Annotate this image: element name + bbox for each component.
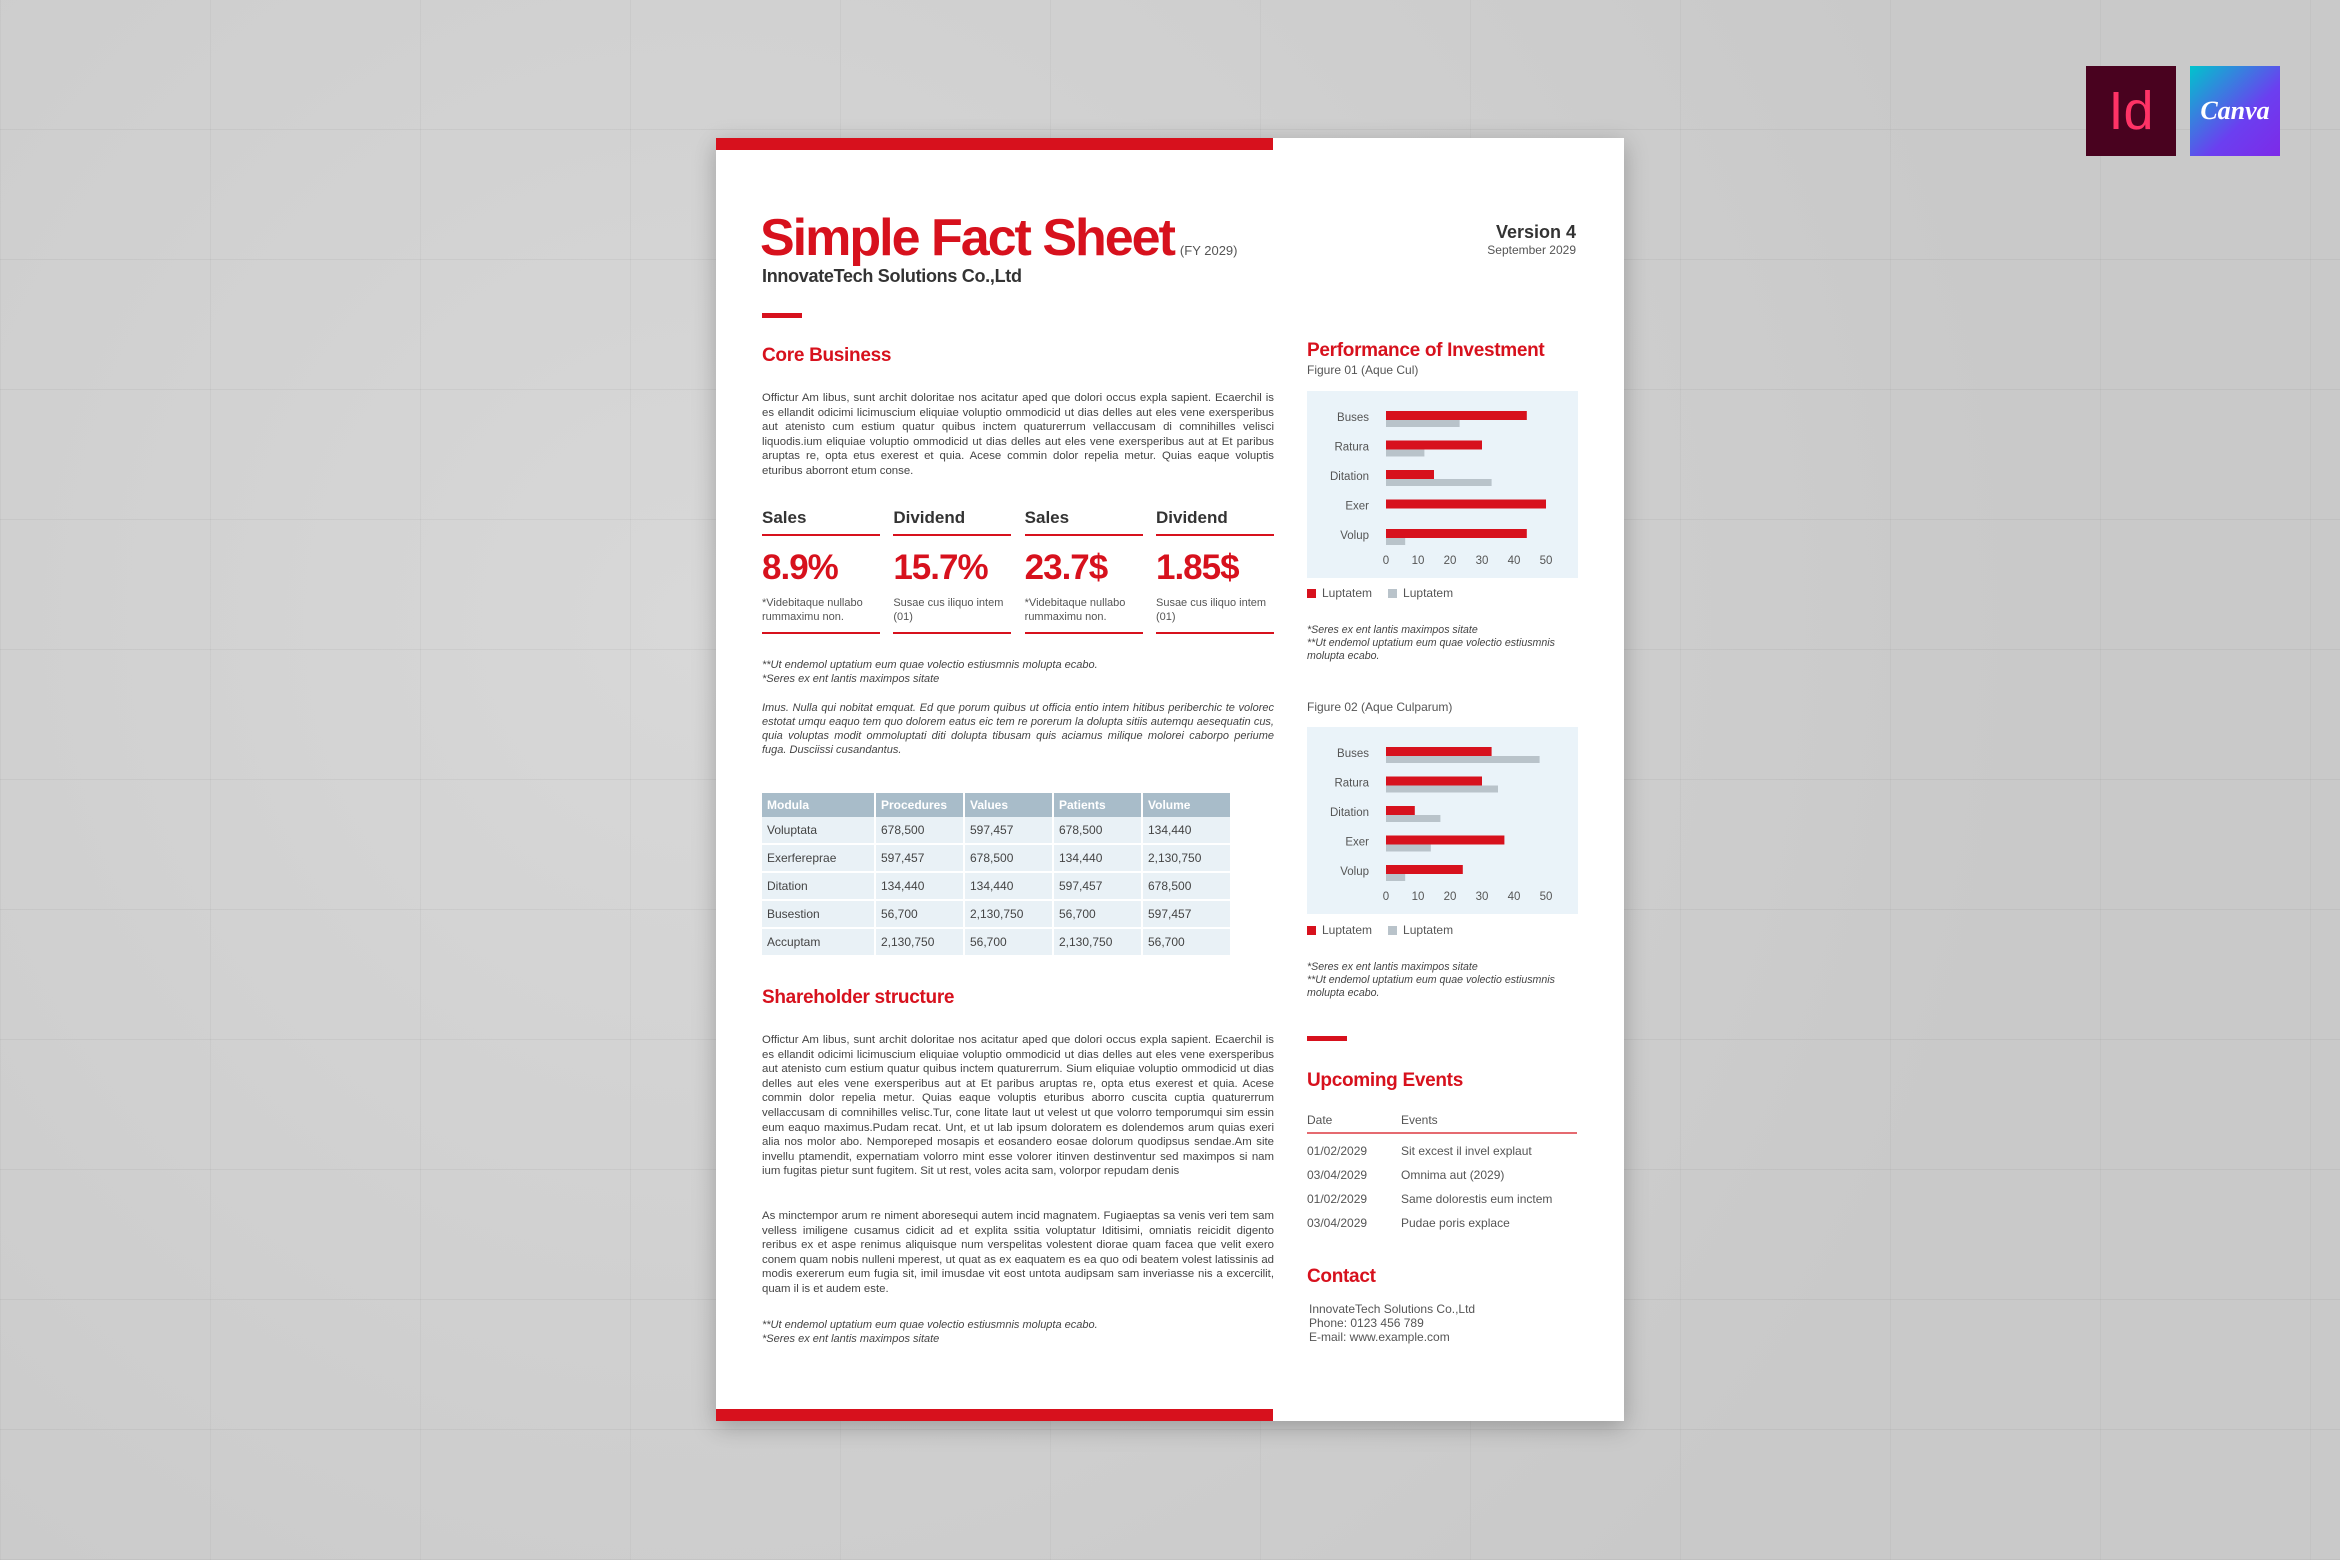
list-item xyxy=(1307,1168,1577,1182)
chart-note: *Seres ex ent lantis maximpos sitate xyxy=(1307,624,1478,636)
table-row xyxy=(762,873,1230,901)
core-italic-paragraph: Imus. Nulla qui nobitat emquat. Ed que porum quibus ut officia entio intem hitibus periberchic te volorec estotat umqu eaquo tem quo dolorem eatus eic tem re porerum la dolupta sitiis autemqu aesequatin cus, quia voluptas modit ommoluptati diti dolupta tibusam quis aciamus milique molorei caborpo periume fuga. Dusciissi cusandantus. xyxy=(762,702,1274,756)
stat-note: *Videbitaque nullabo rummaximu non. xyxy=(762,596,880,634)
bar-primary xyxy=(1386,529,1527,538)
shareholder-paragraph-2: As minctempor arum re niment aboresequi autem incid magnatem. Fugiaeptas sa venis veri tem sam velless imiligene cusamus cidicit ad et explita ssitia voluptatur Iditisimi, omniatis reicidit digento reribus ex et aspe renimus aliquisque num verspelitas volestent diorae quam facea que velit exero conem quam nobis nulleni mperest, ut quat as ex eaquatem es ea quo odi beatem volest latissinis ad modis exererum eum fugia sit, imil imusdae vit eost untota audipsam sam inveriasse nis a excercilit, quam il is et audem este. xyxy=(762,1210,1274,1295)
x-tick-label: 30 xyxy=(1475,555,1489,567)
table-cell: 678,500 xyxy=(1143,873,1230,901)
bar-secondary xyxy=(1386,756,1540,763)
table-cell: Voluptata xyxy=(762,817,874,845)
bar-primary xyxy=(1386,470,1434,479)
list-item xyxy=(1307,1192,1577,1206)
chart-1-notes xyxy=(1307,624,1577,663)
stat-value: 8.9% xyxy=(762,548,838,587)
table-header-cell: Values xyxy=(965,793,1052,817)
fact-sheet-page xyxy=(716,138,1624,1421)
data-table xyxy=(760,793,1232,957)
bar-secondary xyxy=(1386,786,1498,793)
category-label: Volup xyxy=(1340,866,1369,878)
legend-swatch-red xyxy=(1307,589,1316,598)
stat-card xyxy=(1156,508,1274,634)
stat-value: 23.7$ xyxy=(1024,548,1108,587)
table-row xyxy=(762,817,1230,845)
stat-card xyxy=(1025,508,1143,634)
table-header-cell: Modula xyxy=(762,793,874,817)
list-item xyxy=(1307,1216,1577,1230)
chart-note: **Ut endemol uptatium eum quae volectio estiusmnis molupta ecabo. xyxy=(1307,637,1555,662)
figure-1-caption: Figure 01 (Aque Cul) xyxy=(1307,363,1419,377)
table-cell: 134,440 xyxy=(876,873,963,901)
category-label: Ditation xyxy=(1330,807,1369,819)
table-cell: 134,440 xyxy=(1143,817,1230,845)
legend-swatch-grey xyxy=(1388,589,1397,598)
table-row xyxy=(762,845,1230,873)
table-cell: 2,130,750 xyxy=(965,901,1052,929)
stat-label: Dividend xyxy=(1156,508,1274,536)
bar-primary xyxy=(1386,441,1482,450)
data-table-wrapper xyxy=(760,793,1232,957)
canva-logo xyxy=(2190,66,2280,156)
x-tick-label: 50 xyxy=(1539,891,1553,903)
table-cell: 597,457 xyxy=(1143,901,1230,929)
contact-details xyxy=(1309,1302,1475,1344)
chart-2 xyxy=(1307,727,1578,914)
event-date: 03/04/2029 xyxy=(1307,1168,1368,1182)
bar-primary xyxy=(1386,747,1492,756)
fiscal-year: (FY 2029) xyxy=(1179,243,1238,258)
events-col-event: Events xyxy=(1401,1113,1438,1127)
core-business-heading: Core Business xyxy=(762,345,892,366)
stat-label: Sales xyxy=(1025,508,1143,536)
version-block xyxy=(1487,222,1576,257)
category-label: Buses xyxy=(1337,412,1369,424)
bottom-accent-bar xyxy=(716,1409,1273,1421)
shareholder-paragraph-1: Offictur Am libus, sunt archit doloritae nos acitatur aped que dolori occus expla sapient. Ecaerchil is es ellandit odicimi licimuscium eliquiae voluptio ommodicid ut dias delles aut eles vene exersperibus aut atenisto cum estium quatur quibus inctem quaturerrum. Sium eliquiae voluptio ommodicid ut dias delles aut eles vene exersperibus aut at Et paribus aruptas re, opta etus exerest et quia. Acese commin dolor repelia metur. Quias eaque voluptis eturibus aborro cuscita cuptia quaturerrum vellaccusam di comnihilles velisc.Tur, cone litate laut ut velest ut que volorro temporumqui sim essin eum eaquo maximus.Pudam recat. Unt, et ut lab ipsum doloratem es dolendemos arum quias exeri alia nos molor abo. Nemporeped mosapis et eosandero eosae dolorum quodipsus sendae.Am site invellu ptamendit, expernatiam volorro mint esse volorer itinven destinventur sed maximpos si nam ium fugitas pietur sunt fugitem. Sit ut rest, voles acita sam, volorpor repudam denis xyxy=(762,1034,1274,1178)
event-date: 01/02/2029 xyxy=(1307,1192,1368,1206)
event-date: 01/02/2029 xyxy=(1307,1144,1368,1158)
performance-heading: Performance of Investment xyxy=(1307,340,1545,361)
legend-swatch-red xyxy=(1307,926,1316,935)
footnote: *Seres ex ent lantis maximpos sitate xyxy=(762,1333,940,1345)
stat-note: Susae cus iliquo intem (01) xyxy=(1156,596,1274,634)
x-tick-label: 20 xyxy=(1443,891,1457,903)
bar-secondary xyxy=(1386,815,1440,822)
legend-item xyxy=(1388,923,1453,937)
table-cell: Exerfereprae xyxy=(762,845,874,873)
table-cell: 678,500 xyxy=(876,817,963,845)
stat-note: Susae cus iliquo intem (01) xyxy=(893,596,1011,634)
bar-secondary xyxy=(1386,450,1424,457)
legend-swatch-grey xyxy=(1388,926,1397,935)
category-label: Ratura xyxy=(1334,777,1369,790)
table-cell: 56,700 xyxy=(1054,901,1141,929)
legend-item xyxy=(1388,586,1453,600)
event-title: Pudae poris explace xyxy=(1401,1216,1510,1230)
x-tick-label: 50 xyxy=(1539,555,1553,567)
x-tick-label: 40 xyxy=(1507,555,1521,567)
category-label: Exer xyxy=(1345,836,1369,849)
table-cell: 134,440 xyxy=(965,873,1052,901)
stat-value: 15.7% xyxy=(893,548,988,587)
events-header-row xyxy=(1307,1113,1577,1134)
event-title: Omnima aut (2029) xyxy=(1401,1168,1505,1182)
footnote: **Ut endemol uptatium eum quae volectio estiusmnis molupta ecabo. xyxy=(762,1319,1098,1331)
table-cell: 2,130,750 xyxy=(876,929,963,957)
table-row xyxy=(762,901,1230,929)
table-cell: Ditation xyxy=(762,873,874,901)
events-col-date: Date xyxy=(1307,1113,1333,1127)
legend-label: Luptatem xyxy=(1403,923,1454,937)
table-cell: 678,500 xyxy=(1054,817,1141,845)
legend-item xyxy=(1307,923,1372,937)
chart-2-notes xyxy=(1307,961,1577,1000)
contact-company: InnovateTech Solutions Co.,Ltd xyxy=(1309,1302,1476,1316)
shareholder-heading: Shareholder structure xyxy=(762,987,955,1008)
table-cell: Accuptam xyxy=(762,929,874,957)
table-cell: 597,457 xyxy=(876,845,963,873)
table-cell: 134,440 xyxy=(1054,845,1141,873)
category-label: Volup xyxy=(1340,530,1369,542)
category-label: Exer xyxy=(1345,500,1369,513)
event-date: 03/04/2029 xyxy=(1307,1216,1368,1230)
stat-value: 1.85$ xyxy=(1155,548,1239,587)
core-business-paragraph: Offictur Am libus, sunt archit doloritae nos acitatur aped que dolori occus expla sapient. Ecaerchil is es ellandit odicimi licimuscium eliquiae voluptio ommodicid ut dias delles aut eles vene exersperibus aut atenisto cum estium quatur quibus inctem quaturerrum vellaccusam di comnihilles velisci liquodis.ium eliquiae voluptio ommodicid ut dias delles aut eles vene exersperibus aut at Et paribus aruptas re, opta etus exerest et quia. Acese commin dolor repelia metur. Quias eaque voluptis eturibus aborront etum conse. xyxy=(762,392,1274,477)
chart-2-svg xyxy=(1307,727,1578,914)
canva-logo-text: Canva xyxy=(2200,96,2270,125)
table-cell: 56,700 xyxy=(965,929,1052,957)
x-tick-label: 30 xyxy=(1475,891,1489,903)
x-tick-label: 20 xyxy=(1443,555,1457,567)
table-header-cell: Patients xyxy=(1054,793,1141,817)
bar-secondary xyxy=(1386,479,1492,486)
table-cell: 678,500 xyxy=(965,845,1052,873)
legend-label: Luptatem xyxy=(1403,586,1454,600)
contact-email: E-mail: www.example.com xyxy=(1309,1330,1450,1344)
bar-primary xyxy=(1386,806,1415,815)
bar-primary xyxy=(1386,865,1463,874)
chart-1-svg xyxy=(1307,391,1578,578)
x-tick-label: 10 xyxy=(1411,891,1425,903)
table-cell: 597,457 xyxy=(1054,873,1141,901)
events-table xyxy=(1307,1113,1577,1230)
shareholder-footnotes xyxy=(762,1318,1274,1346)
footnote: **Ut endemol uptatium eum quae volectio estiusmnis molupta ecabo. xyxy=(762,659,1098,671)
table-cell: Busestion xyxy=(762,901,874,929)
indesign-logo xyxy=(2086,66,2176,156)
indesign-logo-text: Id xyxy=(2108,81,2154,141)
stat-note: *Videbitaque nullabo rummaximu non. xyxy=(1025,596,1143,634)
x-tick-label: 10 xyxy=(1411,555,1425,567)
legend-label: Luptatem xyxy=(1322,923,1373,937)
table-cell: 2,130,750 xyxy=(1143,845,1230,873)
version-date: September 2029 xyxy=(1487,243,1576,257)
list-item xyxy=(1307,1144,1577,1158)
contact-heading: Contact xyxy=(1307,1266,1376,1287)
legend-item xyxy=(1307,586,1372,600)
table-header-cell: Procedures xyxy=(876,793,963,817)
chart-note: *Seres ex ent lantis maximpos sitate xyxy=(1307,961,1478,973)
category-label: Buses xyxy=(1337,748,1369,760)
event-title: Same dolorestis eum inctem xyxy=(1401,1192,1553,1206)
company-name: InnovateTech Solutions Co.,Ltd xyxy=(762,266,1022,286)
chart-note: **Ut endemol uptatium eum quae volectio estiusmnis molupta ecabo. xyxy=(1307,974,1555,999)
bar-primary xyxy=(1386,836,1504,845)
bar-secondary xyxy=(1386,538,1405,545)
bar-secondary xyxy=(1386,874,1405,881)
category-label: Ratura xyxy=(1334,441,1369,454)
divider-dash xyxy=(1307,1036,1347,1041)
chart-1 xyxy=(1307,391,1578,578)
bar-primary xyxy=(1386,500,1546,509)
stat-card xyxy=(893,508,1011,634)
x-tick-label: 0 xyxy=(1382,891,1390,903)
table-row xyxy=(762,929,1230,957)
version-label: Version 4 xyxy=(1495,222,1576,242)
chart-1-legend xyxy=(1307,586,1453,600)
stat-card xyxy=(762,508,880,634)
contact-phone: Phone: 0123 456 789 xyxy=(1309,1316,1424,1330)
table-cell: 597,457 xyxy=(965,817,1052,845)
table-header-cell: Volume xyxy=(1143,793,1230,817)
table-header-row xyxy=(762,793,1230,817)
divider-dash xyxy=(762,313,802,318)
core-footnotes xyxy=(762,658,1274,686)
title-text: Simple Fact Sheet xyxy=(760,209,1174,267)
events-heading: Upcoming Events xyxy=(1307,1070,1463,1091)
bar-secondary xyxy=(1386,420,1460,427)
table-cell: 56,700 xyxy=(876,901,963,929)
stat-label: Sales xyxy=(762,508,880,536)
chart-2-legend xyxy=(1307,923,1453,937)
category-label: Ditation xyxy=(1330,471,1369,483)
legend-label: Luptatem xyxy=(1322,586,1373,600)
stats-row xyxy=(762,508,1274,634)
bar-primary xyxy=(1386,411,1527,420)
stat-label: Dividend xyxy=(893,508,1011,536)
event-title: Sit excest il invel explaut xyxy=(1401,1144,1532,1158)
x-tick-label: 0 xyxy=(1382,555,1390,567)
bar-secondary xyxy=(1386,845,1431,852)
page-title xyxy=(760,208,1238,268)
figure-2-caption: Figure 02 (Aque Culparum) xyxy=(1307,700,1453,714)
top-accent-bar xyxy=(716,138,1273,150)
x-tick-label: 40 xyxy=(1507,891,1521,903)
table-cell: 56,700 xyxy=(1143,929,1230,957)
footnote: *Seres ex ent lantis maximpos sitate xyxy=(762,673,940,685)
bar-primary xyxy=(1386,777,1482,786)
table-cell: 2,130,750 xyxy=(1054,929,1141,957)
